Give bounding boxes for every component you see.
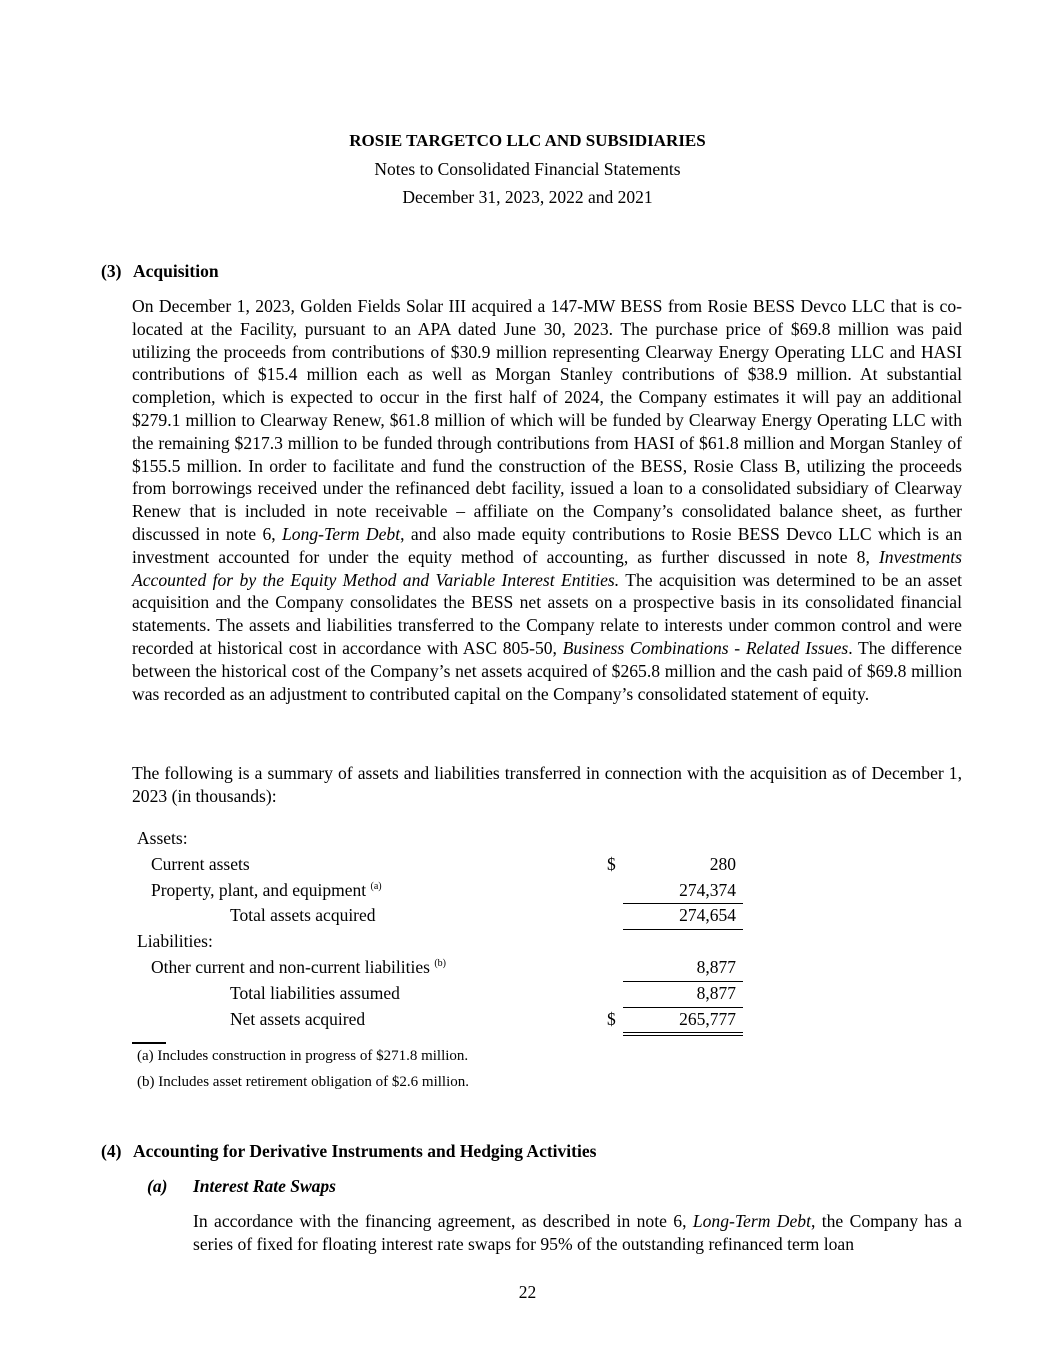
section-number: (3) (101, 261, 122, 281)
table-row-liabilities-header (137, 929, 747, 955)
row-value: 274,654 (623, 903, 743, 930)
table-row-assets-header (137, 826, 747, 852)
text-run: On December 1, 2023, Golden Fields Solar III acquired a 147-MW BESS from Rosie BESS Devco LLC that is co-located at the Facility, pursuant to an APA dated June 30, 2023. The purchase price of $69.8 million was paid utilizing the proceeds from contributions of $30.9 million representing Clearway Energy Operating LLC and HASI contributions of $15.4 million each as well as Morgan Stanley contributions of $38.9 million. At substantial completion, which is expected to occur in the first half of 2024, the Company estimates it will pay an additional $279.1 million to Clearway Renew, $61.8 million of which will be funded by Clearway Energy Operating LLC with the remaining $217.3 million to be funded through contributions from HASI of $61.8 million and Morgan Stanley of $155.5 million. In order to facilitate and fund the construction of the BESS, Rosie Class B, utilizing the proceeds from borrowings received under the refinanced debt facility, issued a loan to a consolidated subsidiary of Clearway Renew that is included in note receivable – affiliate on the Company’s consolidated balance sheet, as further discussed in note 6, (132, 296, 962, 544)
row-value: 8,877 (623, 981, 743, 1008)
note-reference: Long-Term Debt (282, 523, 401, 544)
table-row-net-assets (137, 1007, 747, 1033)
row-label: Assets: (137, 828, 188, 848)
footnote-marker: (b) (434, 957, 446, 969)
row-value: 274,374 (623, 878, 743, 905)
company-title: ROSIE TARGETCO LLC AND SUBSIDIARIES (349, 131, 706, 150)
page-number: 22 (518, 1282, 537, 1302)
footnote-a: (a) Includes construction in progress of $271.8 million. (137, 1048, 469, 1064)
row-label: Current assets (151, 853, 250, 874)
note-reference: Long-Term Debt (692, 1211, 811, 1231)
standard-reference: Business Combinations - Related Issues (562, 637, 849, 658)
section-number: (4) (101, 1141, 122, 1161)
footnote-marker: (a) (370, 880, 382, 892)
summary-intro-paragraph: The following is a summary of assets and liabilities transferred in connection with the acquisition as of December 1, 2023 (in thousands): (132, 763, 962, 806)
text-run: . The difference between the historical cost of the Company’s net assets acquired of $265.8 million and the cash paid of $69.8 million was recorded as an adjustment to contributed capital on the Company’s consolidated statement of equity. (132, 637, 962, 704)
table-row-current-assets (137, 852, 747, 878)
row-value: 280 (709, 853, 736, 874)
text-run: In accordance with the financing agreement, as described in note 6, (193, 1211, 693, 1231)
subsection-title: Interest Rate Swaps (193, 1176, 336, 1196)
row-label: Liabilities: (137, 931, 213, 952)
currency-symbol: $ (607, 1008, 616, 1029)
row-label: Net assets acquired (230, 1008, 366, 1029)
currency-symbol: $ (607, 853, 616, 874)
interest-rate-swaps-paragraph (193, 1210, 962, 1256)
document-date: December 31, 2023, 2022 and 2021 (402, 187, 653, 207)
section-4-heading (101, 1141, 596, 1162)
document-subtitle: Notes to Consolidated Financial Statements (374, 159, 681, 179)
text-run: , the Company has a series of fixed for floating interest rate swaps for 95% of the outstanding refinanced term loan (193, 1211, 962, 1254)
acquisition-summary-table (137, 826, 747, 1032)
subsection-a-heading (147, 1176, 336, 1197)
footnote-divider (132, 1042, 166, 1044)
table-row-total-assets (137, 903, 747, 929)
row-label: Property, plant, and equipment $^{(a)}$ (151, 879, 382, 900)
row-label: Total liabilities assumed (230, 982, 400, 1003)
subsection-letter: (a) (147, 1176, 168, 1196)
table-row-total-liabilities (137, 981, 747, 1007)
text-run: The acquisition was determined to be an asset acquisition and the Company consolidates the BESS net assets on a prospective basis in its consolidated financial statements. The assets and liabilities transferred to the Company relate to interests under common control and were recorded at historical cost in accordance with ASC 805-50, (132, 569, 962, 658)
footnote-b: (b) Includes asset retirement obligation of $2.6 million. (137, 1074, 470, 1090)
section-title: Accounting for Derivative Instruments and Hedging Activities (133, 1141, 597, 1161)
table-row-ppe (137, 878, 747, 904)
row-value: 8,877 (623, 955, 743, 982)
section-3-heading (101, 261, 219, 282)
table-row-other-liabilities (137, 955, 747, 981)
row-value: 265,777 (623, 1007, 743, 1037)
note-reference: Investments Accounted for by the Equity Method and Variable Interest Entities. (132, 546, 962, 590)
row-label: Other current and non-current liabilities $^{(b)}$ (151, 956, 446, 977)
text-run: , and also made equity contributions to Rosie BESS Devco LLC which is an investment accounted for under the equity method of accounting, as further discussed in note 8, (132, 523, 962, 567)
row-label: Total assets acquired (230, 905, 376, 926)
acquisition-paragraph (132, 295, 962, 705)
section-title: Acquisition (133, 261, 219, 281)
